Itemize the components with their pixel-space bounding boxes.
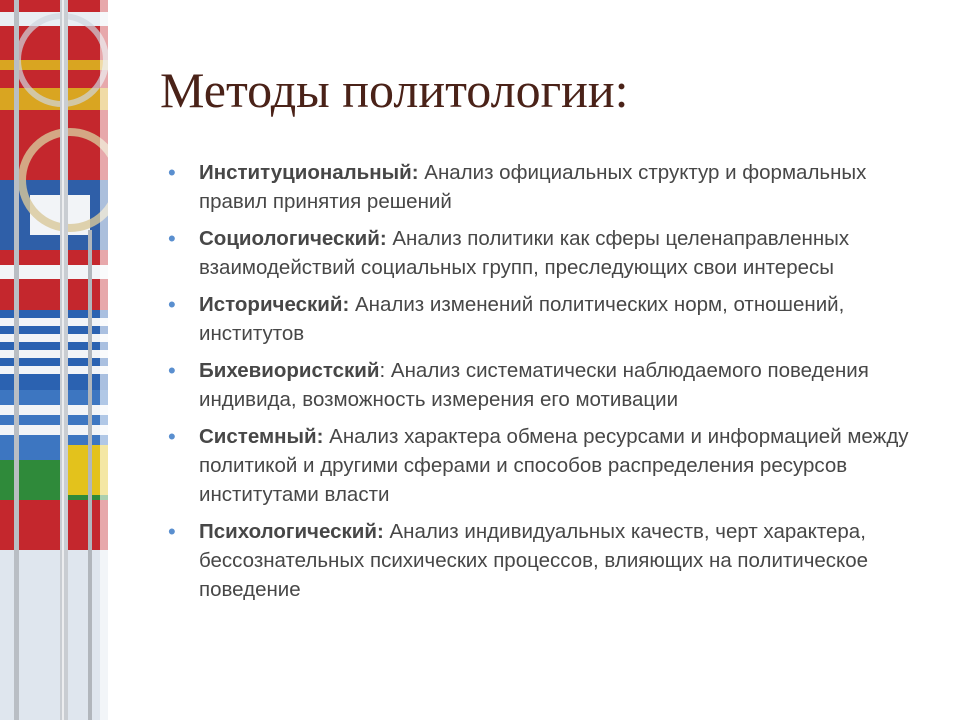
method-description: Анализ изменений политических норм, отношений, институтов [199, 293, 845, 345]
method-description: Анализ индивидуальных качеств, черт характера, бессознательных психических процессов, влияющих на политическое поведение [199, 520, 869, 601]
slide-title: Методы политологии: [160, 62, 629, 118]
method-list [168, 158, 928, 612]
list-item-sociological [168, 224, 928, 282]
list-item-historical [168, 290, 928, 348]
method-description: Анализ политики как сферы целенаправленных взаимодействий социальных групп, преследующих свои интересы [199, 227, 850, 279]
list-item-institutional [168, 158, 928, 216]
method-description: Анализ характера обмена ресурсами и информацией между политикой и другими сферами и способов распределения ресурсов институтами власти [199, 425, 909, 506]
method-term: Системный: [199, 425, 324, 448]
flags-decoration [0, 0, 108, 720]
list-item-systemic [168, 422, 928, 509]
bullet-icon: • [168, 160, 176, 185]
method-term: Психологический: [199, 520, 384, 543]
list-item-behavioral [168, 356, 928, 414]
method-term: Социологический: [199, 227, 387, 250]
bullet-icon: • [168, 226, 176, 251]
flags-image [0, 0, 108, 720]
bullet-icon: • [168, 424, 176, 449]
list-item-psychological [168, 517, 928, 604]
bullet-icon: • [168, 358, 176, 383]
method-description: : Анализ систематически наблюдаемого поведения индивида, возможность измерения его мотивации [199, 359, 869, 411]
method-term: Институциональный: [199, 161, 419, 184]
method-term: Бихевиористский [199, 359, 380, 382]
method-description: Анализ официальных структур и формальных правил принятия решений [199, 161, 867, 213]
bullet-icon: • [168, 519, 176, 544]
bullet-icon: • [168, 292, 176, 317]
method-term: Исторический: [199, 293, 350, 316]
